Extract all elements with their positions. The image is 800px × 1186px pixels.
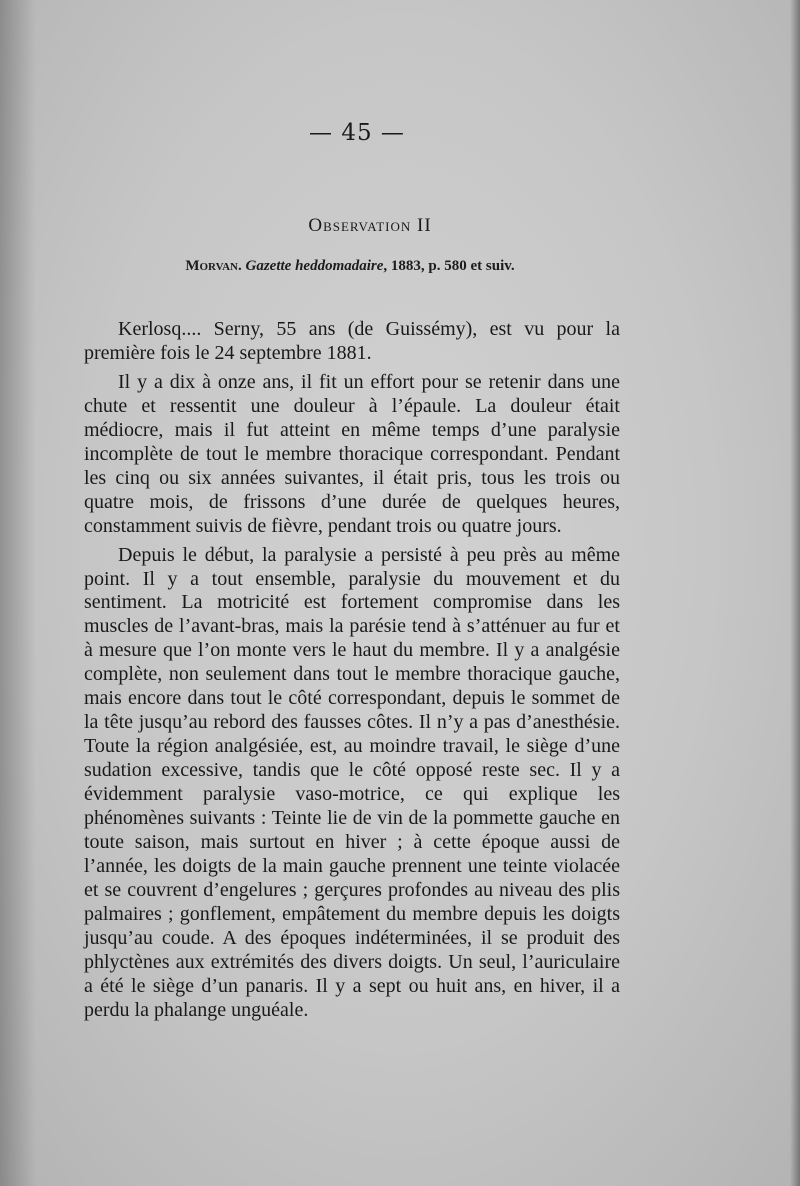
bibliographic-reference — [0, 258, 700, 275]
reference-author: Morvan. — [185, 258, 242, 274]
body-text — [84, 318, 620, 1028]
page-number: — 45 — — [309, 120, 405, 146]
paragraph-3: Depuis le début, la paralysie a persisté à peu près au même point. Il y a tout ensemble, paralysie du mouvement et du sentiment. La motricité est fortement compromise dans les muscles de l’avant-bras, mais la parésie tend à s’atténuer au fur et à mesure que l’on monte vers le haut du membre. Il y a analgésie complète, non seulement dans tout le membre thoracique gauche, mais encore dans tout le côté correspondant, depuis le sommet de la tête jusqu’au rebord des fausses côtes. Il n’y a pas d’anesthésie. Toute la région analgésiée, est, au moindre travail, le siège d’une sudation excessive, tandis que le côté opposé reste sec. Il y a évidemment paralysie vaso-motrice, ce qui explique les phénomènes suivants : Teinte lie de vin de la pommette gauche en toute saison, mais surtout en hiver ; à cette époque aussi de l’année, les doigts de la main gauche prennent une teinte violacée et se couvrent d’engelures ; gerçures profondes au niveau des plis palmaires ; gonflement, empâtement du membre depuis les doigts jusqu’au coude. A des époques indéterminées, il se produit des phlyctènes aux extrémités des divers doigts. Un seul, l’auriculaire a été le siège d’un panaris. Il y a sept ou huit ans, en hiver, il a perdu la phalange unguéale. — [84, 543, 620, 1021]
paragraph-1: Kerlosq.... Serny, 55 ans (de Guissémy), est vu pour la première fois le 24 septembre 1881. — [84, 318, 620, 364]
observation-heading: Observation II — [308, 215, 432, 236]
reference-journal: Gazette heddomadaire — [245, 258, 384, 274]
paragraph-2: Il y a dix à onze ans, il fit un effort pour se retenir dans une chute et ressentit une douleur à l’épaule. La douleur était médiocre, mais il fut atteint en même temps d’une paralysie incomplète de tout le membre thoracique correspondant. Pendant les cinq ou six années suivantes, il était pris, tous les trois ou quatre mois, de frissons d’une durée de quelques heures, constamment suivis de fièvre, pendant trois ou quatre jours. — [84, 370, 620, 537]
reference-details: , 1883, p. 580 et suiv. — [383, 258, 515, 274]
